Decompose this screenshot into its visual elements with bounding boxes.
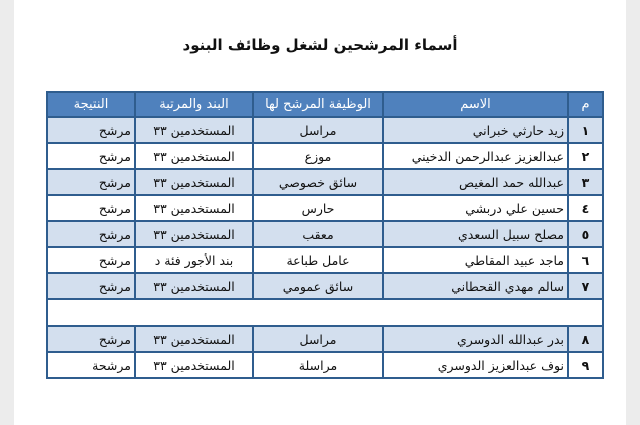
cell-result: مرشح xyxy=(47,273,135,299)
cell-name: ماجد عبيد المقاطي xyxy=(383,247,568,273)
cell-num: ٣ xyxy=(568,169,603,195)
cell-name: زيد حارثي خبراني xyxy=(383,117,568,143)
cell-grade: المستخدمين ٣٣ xyxy=(135,117,253,143)
cell-num: ٥ xyxy=(568,221,603,247)
cell-result: مرشح xyxy=(47,326,135,352)
cell-job: معقب xyxy=(253,221,383,247)
cell-grade: المستخدمين ٣٣ xyxy=(135,169,253,195)
cell-result: مرشح xyxy=(47,247,135,273)
table-row xyxy=(47,143,603,169)
document-page xyxy=(14,0,626,425)
cell-job: حارس xyxy=(253,195,383,221)
cell-grade: المستخدمين ٣٣ xyxy=(135,273,253,299)
spacer-cell xyxy=(47,299,603,326)
cell-name: مصلح سبيل السعدي xyxy=(383,221,568,247)
cell-job: سائق عمومي xyxy=(253,273,383,299)
cell-name: عبدالعزيز عبدالرحمن الدخيني xyxy=(383,143,568,169)
table-spacer-row xyxy=(47,299,603,326)
cell-result: مرشح xyxy=(47,221,135,247)
cell-result: مرشحة xyxy=(47,352,135,378)
cell-result: مرشح xyxy=(47,117,135,143)
cell-job: مراسل xyxy=(253,326,383,352)
table-row xyxy=(47,221,603,247)
table-row xyxy=(47,326,603,352)
header-job: الوظيفة المرشح لها xyxy=(253,92,383,117)
cell-num: ٦ xyxy=(568,247,603,273)
table-header-row xyxy=(47,92,603,117)
page-margin-right xyxy=(626,0,640,425)
cell-name: عبدالله حمد المغيص xyxy=(383,169,568,195)
cell-job: سائق خصوصي xyxy=(253,169,383,195)
cell-num: ٨ xyxy=(568,326,603,352)
cell-grade: بند الأجور فئة د xyxy=(135,247,253,273)
cell-grade: المستخدمين ٣٣ xyxy=(135,221,253,247)
cell-job: موزع xyxy=(253,143,383,169)
cell-num: ١ xyxy=(568,117,603,143)
table-row xyxy=(47,247,603,273)
header-result: النتيجة xyxy=(47,92,135,117)
candidates-table xyxy=(46,91,604,379)
cell-result: مرشح xyxy=(47,143,135,169)
cell-num: ٧ xyxy=(568,273,603,299)
table-row xyxy=(47,273,603,299)
table-row xyxy=(47,169,603,195)
cell-num: ٢ xyxy=(568,143,603,169)
header-name: الاسم xyxy=(383,92,568,117)
page-title: أسماء المرشحين لشغل وظائف البنود xyxy=(182,36,458,54)
cell-grade: المستخدمين ٣٣ xyxy=(135,143,253,169)
cell-name: حسين علي دربشي xyxy=(383,195,568,221)
table-row xyxy=(47,117,603,143)
cell-num: ٤ xyxy=(568,195,603,221)
page-margin-left xyxy=(0,0,14,425)
cell-name: سالم مهدي القحطاني xyxy=(383,273,568,299)
cell-job: مراسل xyxy=(253,117,383,143)
cell-grade: المستخدمين ٣٣ xyxy=(135,195,253,221)
cell-result: مرشح xyxy=(47,169,135,195)
cell-name: بدر عبدالله الدوسري xyxy=(383,326,568,352)
cell-job: مراسلة xyxy=(253,352,383,378)
table-row xyxy=(47,352,603,378)
header-grade: البند والمرتبة xyxy=(135,92,253,117)
cell-name: نوف عبدالعزيز الدوسري xyxy=(383,352,568,378)
table-row xyxy=(47,195,603,221)
header-num: م xyxy=(568,92,603,117)
cell-num: ٩ xyxy=(568,352,603,378)
cell-grade: المستخدمين ٣٣ xyxy=(135,326,253,352)
cell-grade: المستخدمين ٣٣ xyxy=(135,352,253,378)
cell-job: عامل طباعة xyxy=(253,247,383,273)
cell-result: مرشح xyxy=(47,195,135,221)
